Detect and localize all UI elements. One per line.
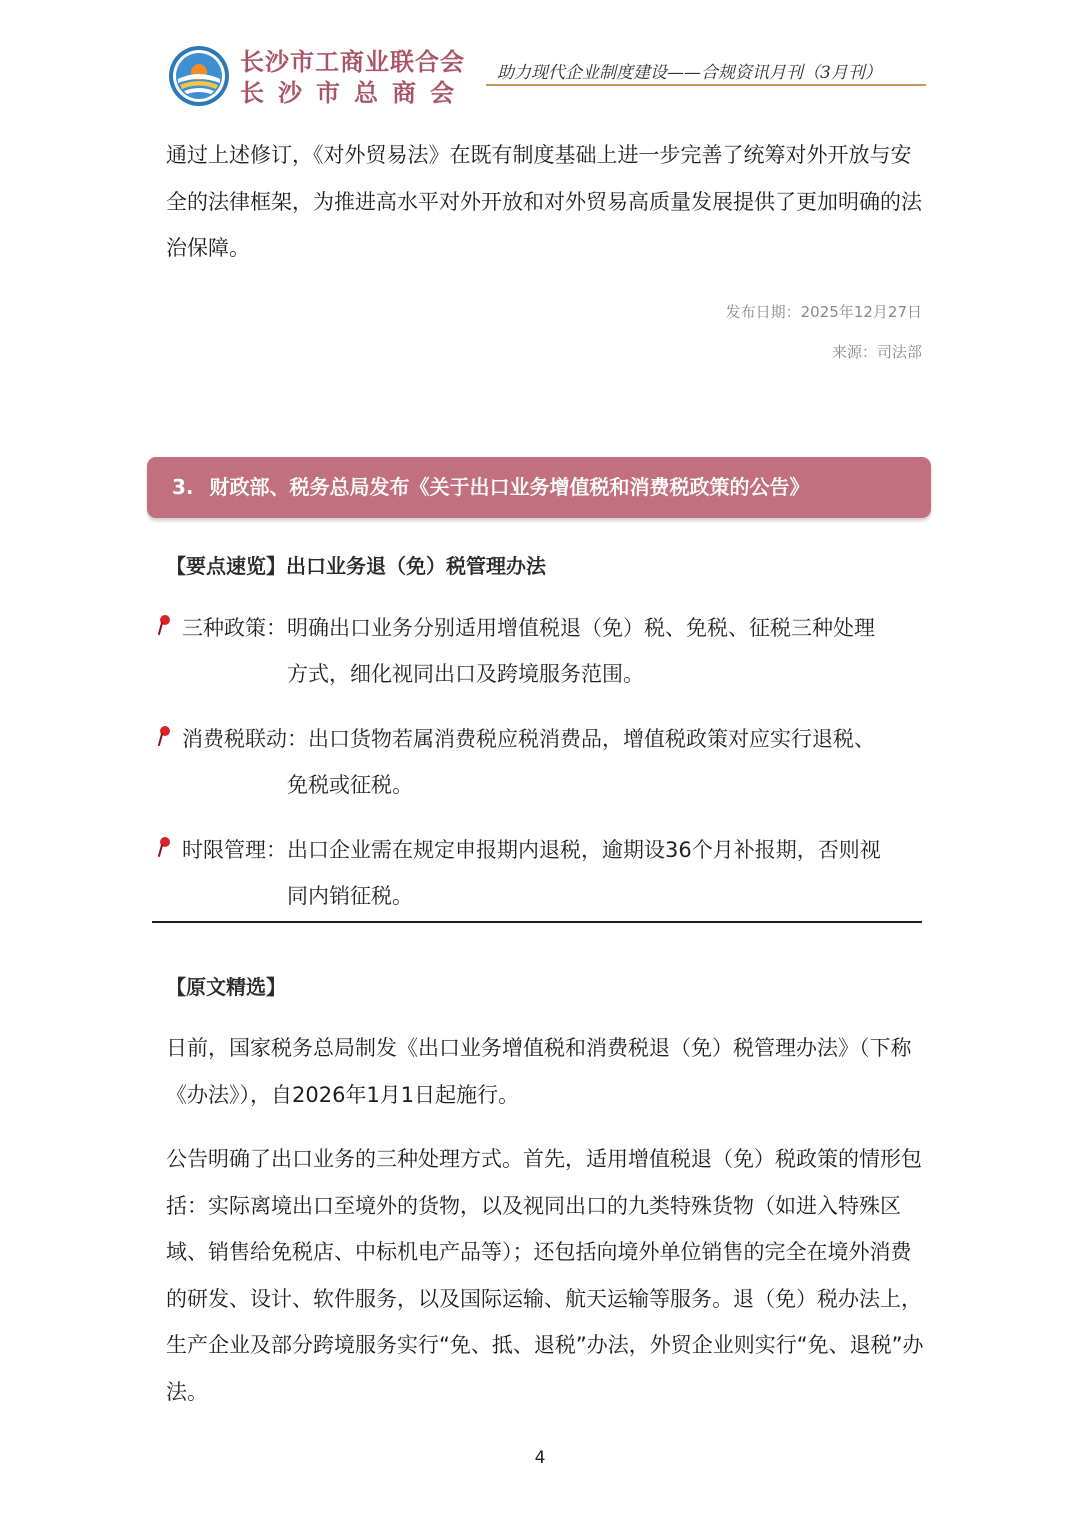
section-title: 财政部、税务总局发布《关于出口业务增值税和消费税政策的公告》 [209,475,810,499]
source-label: 来源：司法部 [831,343,922,361]
header-divider [486,84,926,86]
bullet-label: 消费税联动： [182,727,308,751]
pushpin-icon [155,725,173,747]
org-name-line2: 长沙市总商会 [240,79,468,107]
bullet-label: 时限管理： [182,838,287,862]
section-banner [147,457,931,518]
bullet-line1 [182,836,881,864]
publish-date: 发布日期：2025年12月27日 [725,303,922,321]
bullet-text: 出口企业需在规定申报期内退税，逾期设36个月补报期，否则视 [287,838,881,862]
bullet-text: 出口货物若属消费税应税消费品，增值税政策对应实行退税、 [308,727,875,751]
federation-logo-icon [168,45,230,107]
org-name-line1: 长沙市工商业联合会 [240,48,465,76]
bullet-label: 三种政策： [182,616,287,640]
bullet-text: 明确出口业务分别适用增值税退（免）税、免税、征税三种处理 [287,616,875,640]
bullet-line2: 同内销征税。 [287,884,413,908]
excerpt-heading: 【原文精选】 [166,975,286,999]
bullet-line1 [182,614,875,642]
page-number: 4 [534,1448,546,1468]
summary-heading: 【要点速览】出口业务退（免）税管理办法 [166,554,546,578]
bullet-line2: 免税或征税。 [287,773,413,797]
publication-title: 助力现代企业制度建设——合规资讯月刊（3月刊） [497,63,882,83]
excerpt-paragraph-2: 公告明确了出口业务的三种处理方式。首先，适用增值税退（免）税政策的情形包括：实际离境出口至境外的货物，以及视同出口的九类特殊货物（如进入特殊区域、销售给免税店、中标机电产品等）；还包括向境外单位销售的完全在境外消费的研发、设计、软件服务，以及国际运输、航天运输等服务。退（免）税办法上，生产企业及部分跨境服务实行“免、抵、退税”办法，外贸企业则实行“免、退税”办法。 [166,1147,924,1404]
bullet-line2: 方式，细化视同出口及跨境服务范围。 [287,662,644,686]
pushpin-icon [155,836,173,858]
section-divider [152,921,922,923]
section-number: 3. [172,475,194,499]
excerpt-paragraph-1: 日前，国家税务总局制发《出口业务增值税和消费税退（免）税管理办法》（下称《办法》），自2026年1月1日起施行。 [166,1036,912,1107]
bullet-line1 [182,725,875,753]
pushpin-icon [155,614,173,636]
intro-paragraph: 通过上述修订，《对外贸易法》在既有制度基础上进一步完善了统筹对外开放与安全的法律框架，为推进高水平对外开放和对外贸易高质量发展提供了更加明确的法治保障。 [166,143,922,260]
